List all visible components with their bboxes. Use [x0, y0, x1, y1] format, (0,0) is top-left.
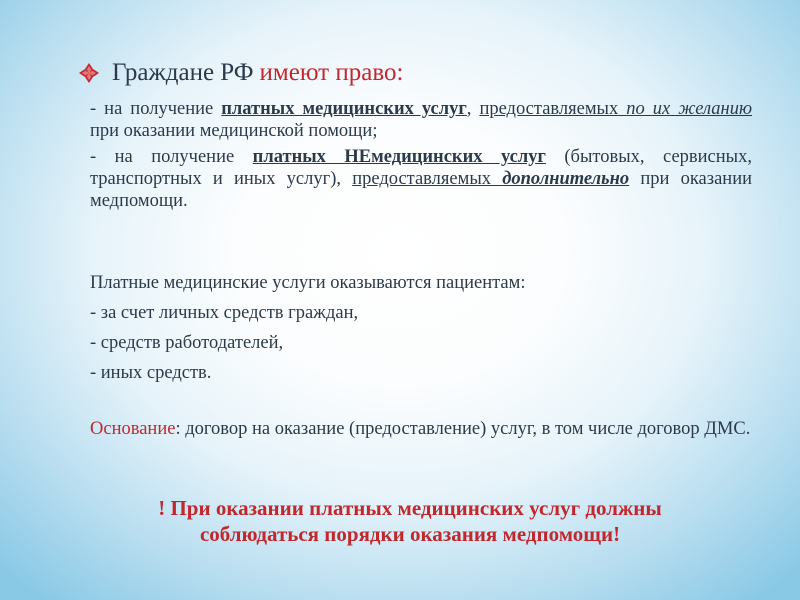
- diamond-bullet-icon: [78, 62, 100, 84]
- item2-text-6: при оказании медпомощи.: [90, 169, 752, 211]
- item2-paid-nonmedical-services: платных НЕмедицинских услуг: [252, 147, 546, 167]
- basis-label: Основание: [90, 419, 176, 439]
- item2-additionally: дополнительно: [502, 169, 630, 189]
- warning-line-1: ! При оказании платных медицинских услуг должны: [158, 496, 662, 520]
- item2-text-1: - на получение: [90, 147, 253, 167]
- basis-paragraph: [90, 418, 752, 440]
- item1-text-6: при оказании медицинской помощи;: [90, 121, 378, 141]
- warning-note: [60, 495, 760, 547]
- heading-accent-text: имеют право:: [259, 59, 404, 86]
- item2-text-3: (бытовых, сервисных, транспортных и иных услуг),: [90, 147, 752, 189]
- payment-item-employer: - средств работодателей,: [90, 333, 284, 353]
- slide-heading: [78, 58, 403, 88]
- item1-text-3: ,: [466, 99, 480, 119]
- item1-paid-medical-services: платных медицинских услуг: [221, 99, 467, 119]
- item1-at-their-request: по их желанию: [626, 99, 752, 119]
- item1-provided: предоставляемых: [479, 99, 627, 119]
- right-item-paid-nonmedical: [90, 146, 752, 212]
- item2-provided: предоставляемых: [352, 169, 503, 189]
- payment-item-other: - иных средств.: [90, 363, 212, 383]
- basis-text: : договор на оказание (предоставление) услуг, в том числе договор ДМС.: [175, 419, 751, 439]
- payment-item-personal: - за счет личных средств граждан,: [90, 303, 359, 323]
- heading-main-text: Граждане РФ: [112, 59, 254, 86]
- right-item-paid-medical: [90, 98, 752, 142]
- item1-text-1: - на получение: [90, 99, 222, 119]
- payment-title: Платные медицинские услуги оказываются пациентам:: [90, 273, 526, 293]
- warning-line-2: соблюдаться порядки оказания медпомощи!: [199, 522, 621, 546]
